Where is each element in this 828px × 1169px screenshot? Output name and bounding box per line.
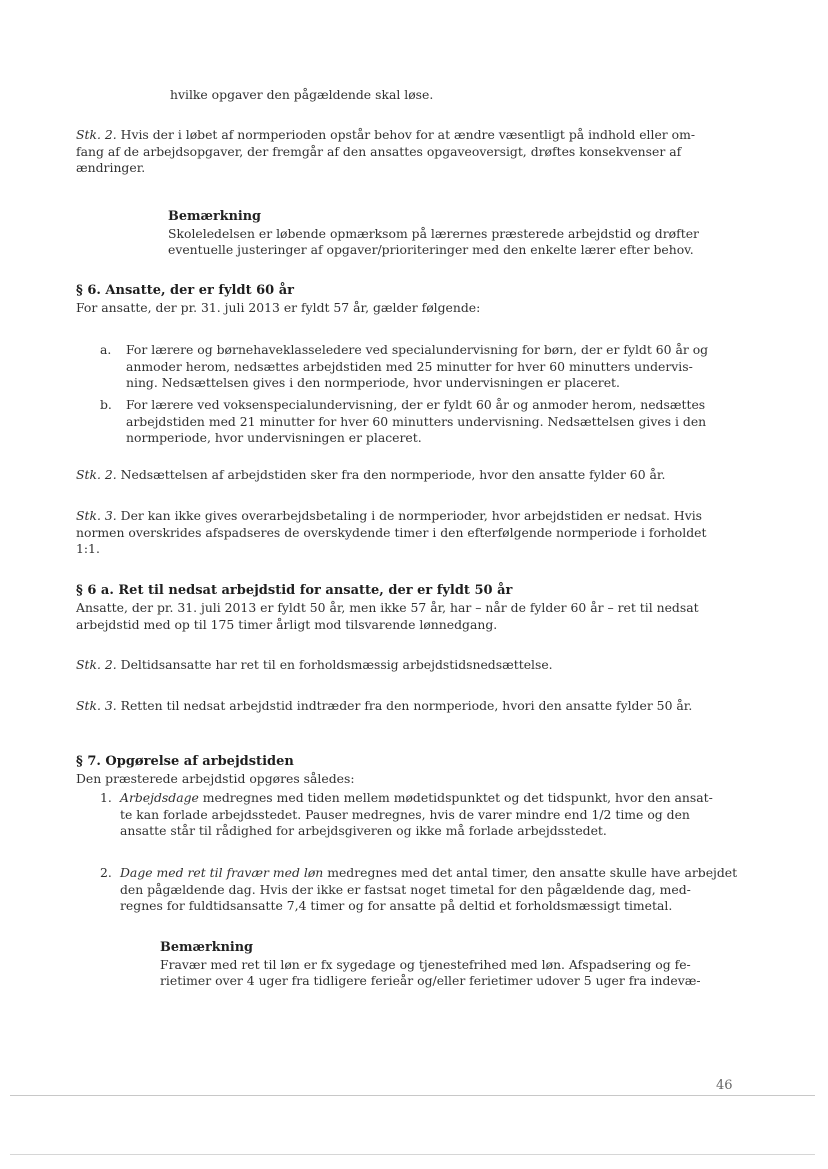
paragraph-line: 1:1. — [76, 541, 100, 556]
list-line: te kan forlade arbejdsstedet. Pauser medregnes, hvis de varer mindre end 1/2 time og den — [120, 806, 690, 822]
list-item-a — [100, 342, 740, 394]
list-lead: Dage med ret til fravær med løn — [120, 865, 324, 880]
stk-label: Stk. 2. — [76, 657, 117, 672]
list-line: medregnes med tiden mellem mødetidspunktet og det tidspunkt, hvor den ansat- — [198, 790, 713, 805]
list-line: medregnes med det antal timer, den ansatte skulle have arbejdet — [323, 865, 738, 880]
section-6a-heading: § 6 a. Ret til nedsat arbejdstid for ansatte, der er fyldt 50 år — [76, 583, 513, 598]
paragraph-line: Der kan ikke gives overarbejdsbetaling i de normperioder, hvor arbejdstiden er nedsat. Hvis — [120, 508, 703, 523]
remark-line: rietimer over 4 uger fra tidligere ferieår og/eller ferietimer udover 5 uger fra indevæ- — [160, 973, 701, 988]
paragraph-line: Nedsættelsen af arbejdstiden sker fra den normperiode, hvor den ansatte fylder 60 år. — [120, 467, 666, 482]
scan-edge-rule — [10, 1154, 815, 1155]
section-6a-paragraph — [76, 600, 766, 633]
stk-label: Stk. 3. — [76, 698, 117, 713]
paragraph-line: Deltidsansatte har ret til en forholdsmæssig arbejdstidsnedsættelse. — [120, 657, 553, 672]
paragraph-line: Hvis der i løbet af normperioden opstår behov for at ændre væsentligt på indhold eller om- — [120, 127, 696, 142]
intro-line: hvilke opgaver den pågældende skal løse. — [170, 87, 434, 102]
paragraph-line: fang af de arbejdsopgaver, der fremgår af den ansattes opgaveoversigt, drøftes konsekvenser af — [76, 143, 682, 159]
section-6-stk2 — [76, 467, 756, 484]
paragraph-line: Ansatte, der pr. 31. juli 2013 er fyldt 50 år, men ikke 57 år, har – når de fylder 60 år – ret til nedsat — [76, 600, 699, 615]
list-line: For lærere ved voksenspecialundervisning, der er fyldt 60 år og anmoder herom, nedsættes — [126, 397, 706, 412]
paragraph-line: Retten til nedsat arbejdstid indtræder fra den normperiode, hvori den ansatte fylder 50 år. — [120, 698, 693, 713]
footer-rule — [10, 1095, 815, 1096]
list-line: arbejdstiden med 21 minutter for hver 60 minutters undervisning. Nedsættelsen gives i den — [126, 413, 707, 429]
remark-line: eventuelle justeringer af opgaver/prioriteringer med den enkelte lærer efter behov. — [168, 242, 694, 257]
remark-title: Bemærkning — [168, 209, 262, 224]
paragraph-line: normen overskrides afspadseres de overskydende timer i den efterfølgende normperiode i forholdet — [76, 524, 707, 540]
list-line: anmoder herom, nedsættes arbejdstiden med 25 minutter for hver 60 minutters undervis- — [126, 358, 693, 374]
paragraph-line: ændringer. — [76, 160, 146, 175]
list-marker: 2. — [100, 865, 112, 880]
stk-label: Stk. 2. — [76, 127, 117, 142]
list-lead: Arbejdsdage — [120, 790, 199, 805]
list-line: den pågældende dag. Hvis der ikke er fastsat noget timetal for den pågældende dag, med- — [120, 881, 691, 897]
list-line: normperiode, hvor undervisningen er placeret. — [126, 430, 422, 445]
list-item-1 — [100, 790, 740, 842]
section-6-heading: § 6. Ansatte, der er fyldt 60 år — [76, 283, 295, 298]
section-7-heading: § 7. Opgørelse af arbejdstiden — [76, 754, 294, 769]
list-marker: 1. — [100, 790, 112, 805]
stk-label: Stk. 2. — [76, 467, 117, 482]
section-7-intro: Den præsterede arbejdstid opgøres således: — [76, 771, 355, 786]
paragraph-line: arbejdstid med op til 175 timer årligt mod tilsvarende lønnedgang. — [76, 616, 498, 632]
page-number: 46 — [716, 1078, 733, 1093]
stk-label: Stk. 3. — [76, 508, 117, 523]
list-line: regnes for fuldtidsansatte 7,4 timer og for ansatte på deltid et forholdsmæssigt timetal. — [120, 898, 673, 913]
stk2-top-paragraph — [76, 127, 756, 177]
list-line: ning. Nedsættelsen gives i den normperiode, hvor undervisningen er placeret. — [126, 375, 620, 390]
section-6-stk3 — [76, 508, 756, 558]
section-6-intro: For ansatte, der pr. 31. juli 2013 er fyldt 57 år, gælder følgende: — [76, 300, 481, 315]
list-item-2 — [100, 865, 740, 917]
list-line: For lærere og børnehaveklasseledere ved specialundervisning for børn, der er fyldt 60 år og — [126, 342, 709, 357]
list-marker: a. — [100, 342, 112, 357]
list-line: ansatte står til rådighed for arbejdsgiveren og ikke må forlade arbejdsstedet. — [120, 823, 607, 838]
remark-title: Bemærkning — [160, 940, 254, 955]
remark-line: Fravær med ret til løn er fx sygedage og tjenestefrihed med løn. Afspadsering og fe- — [160, 956, 691, 972]
remark-box-1 — [168, 209, 728, 259]
remark-box-2 — [160, 940, 735, 990]
remark-line: Skoleledelsen er løbende opmærksom på lærernes præsterede arbejdstid og drøfter — [168, 225, 699, 241]
section-6a-stk2 — [76, 657, 756, 674]
list-marker: b. — [100, 397, 112, 412]
section-6a-stk3 — [76, 698, 756, 715]
list-item-b — [100, 397, 740, 449]
